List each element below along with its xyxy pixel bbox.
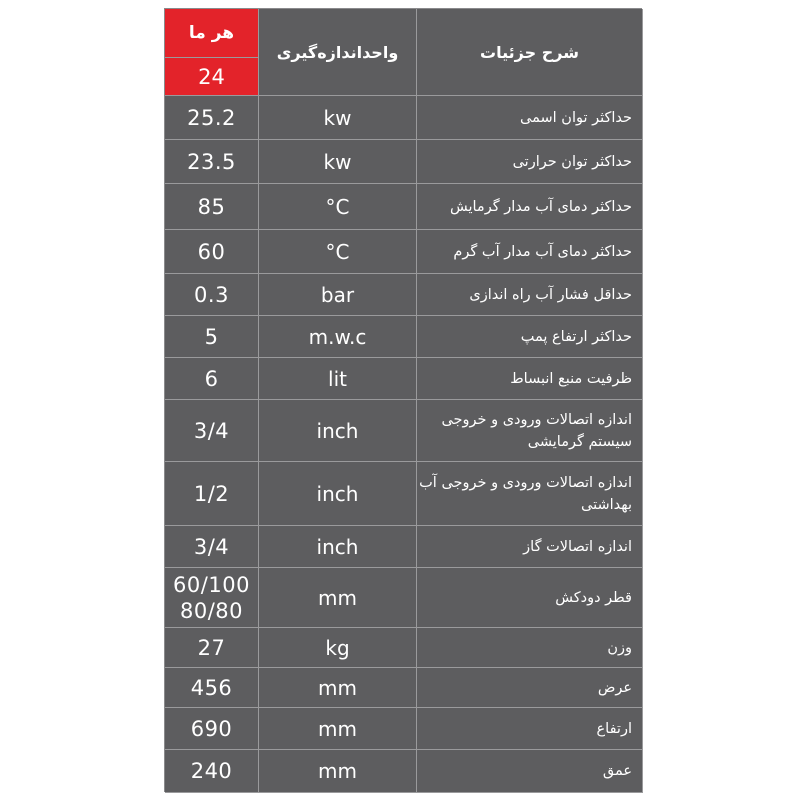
model-size-header: 24	[165, 58, 259, 96]
description-cell: اندازه اتصالات گاز	[417, 526, 643, 568]
description-cell: قطر دودکش	[417, 568, 643, 628]
value-cell: 25.2	[165, 96, 259, 140]
value-cell: 27	[165, 628, 259, 668]
value-cell: 60	[165, 230, 259, 274]
description-cell: ظرفیت منبع انبساط	[417, 358, 643, 400]
unit-cell: inch	[259, 462, 417, 526]
value-cell	[165, 568, 259, 628]
value-line: 60/100	[173, 572, 250, 597]
model-name-header: هر ما	[165, 9, 259, 58]
value-cell: 3/4	[165, 526, 259, 568]
description-cell: عمق	[417, 750, 643, 793]
unit-cell: kw	[259, 140, 417, 184]
value-cell: 1/2	[165, 462, 259, 526]
value-cell: 85	[165, 184, 259, 230]
value-cell: 3/4	[165, 400, 259, 462]
description-cell: حداکثر توان اسمی	[417, 96, 643, 140]
unit-cell: mm	[259, 750, 417, 793]
unit-cell: mm	[259, 568, 417, 628]
unit-column-header: واحداندازه‌گیری	[259, 9, 417, 96]
unit-cell: mm	[259, 708, 417, 750]
unit-cell: m.w.c	[259, 316, 417, 358]
description-column-header: شرح جزئیات	[417, 9, 643, 96]
unit-cell: kg	[259, 628, 417, 668]
value-cell: 0.3	[165, 274, 259, 316]
description-cell: حداکثر دمای آب مدار گرمایش	[417, 184, 643, 230]
description-cell: اندازه اتصالات ورودی و خروجی آب بهداشتی	[417, 462, 643, 526]
description-cell: حداکثر توان حرارتی	[417, 140, 643, 184]
value-cell: 23.5	[165, 140, 259, 184]
value-cell: 240	[165, 750, 259, 793]
description-cell: عرض	[417, 668, 643, 708]
unit-cell: bar	[259, 274, 417, 316]
unit-cell: °C	[259, 230, 417, 274]
description-cell: حداکثر ارتفاع پمپ	[417, 316, 643, 358]
value-cell: 456	[165, 668, 259, 708]
unit-cell: inch	[259, 526, 417, 568]
value-cell: 690	[165, 708, 259, 750]
description-cell: حداکثر دمای آب مدار آب گرم	[417, 230, 643, 274]
description-cell: وزن	[417, 628, 643, 668]
description-cell: اندازه اتصالات ورودی و خروجی سیستم گرمایشی	[417, 400, 643, 462]
unit-cell: kw	[259, 96, 417, 140]
spec-table	[164, 8, 642, 792]
value-cell: 6	[165, 358, 259, 400]
value-line: 80/80	[179, 598, 244, 623]
unit-cell: lit	[259, 358, 417, 400]
unit-cell: °C	[259, 184, 417, 230]
description-cell: ارتفاع	[417, 708, 643, 750]
description-cell: حداقل فشار آب راه اندازی	[417, 274, 643, 316]
value-cell: 5	[165, 316, 259, 358]
unit-cell: inch	[259, 400, 417, 462]
unit-cell: mm	[259, 668, 417, 708]
